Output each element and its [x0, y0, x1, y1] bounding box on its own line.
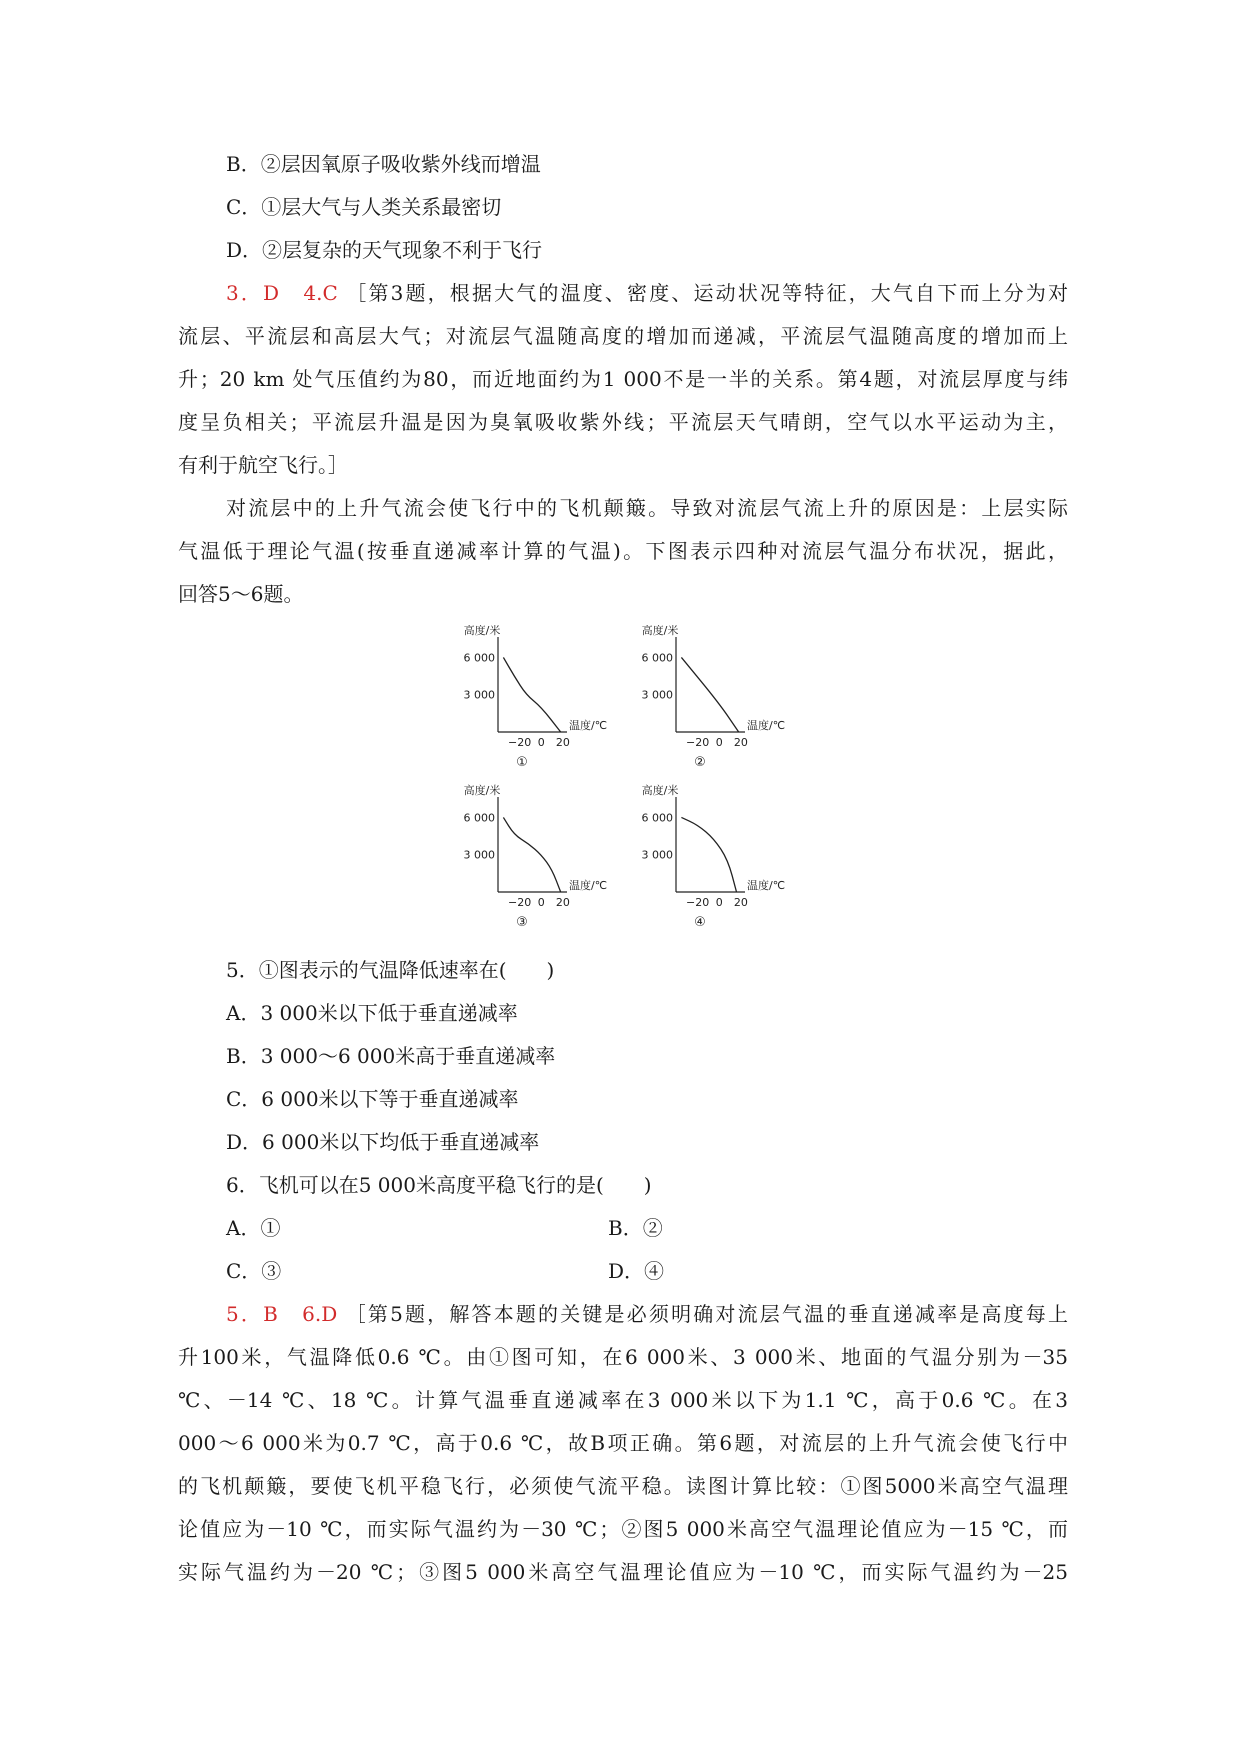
temperature-profile-figure: [440, 625, 840, 945]
y-axis-label: 高度/米: [641, 625, 679, 637]
option-5b: B．3 000～6 000米高于垂直递减率: [226, 1044, 556, 1068]
chart-caption: ③: [516, 915, 528, 930]
chart-1: [464, 625, 608, 770]
x-tick-label: 20: [555, 736, 570, 749]
x-tick-label: 0: [715, 896, 723, 909]
y-tick-label: 6 000: [463, 651, 495, 665]
answer-3-4-line-1: [226, 278, 1068, 308]
chart-caption: ④: [694, 915, 706, 930]
option-6d: D．④: [608, 1259, 665, 1283]
x-tick-label: 20: [733, 896, 748, 909]
option-6a: A．①: [226, 1216, 281, 1240]
option-5d: D．6 000米以下均低于垂直递减率: [226, 1130, 540, 1154]
chart-4: [642, 783, 786, 930]
x-tick-label: 20: [555, 896, 570, 909]
y-tick-label: 6 000: [641, 651, 673, 665]
x-axis-label: 温度/℃: [747, 879, 786, 892]
y-axis-label: 高度/米: [641, 784, 679, 797]
y-tick-label: 3 000: [641, 688, 673, 702]
x-axis-label: 温度/℃: [569, 879, 608, 892]
paragraph-line: 升100米，气温降低0.6 ℃。由①图可知，在6 000米、3 000米、地面的气温分别为－35: [178, 1345, 1068, 1369]
option-6c: C．③: [226, 1259, 282, 1283]
option-2b: B．②层因氧原子吸收紫外线而增温: [226, 152, 541, 176]
intro-paragraph-line: 气温低于理论气温(按垂直递减率计算的气温)。下图表示四种对流层气温分布状况，据此，: [178, 539, 1068, 563]
x-tick-label: 0: [537, 896, 545, 909]
option-5c: C．6 000米以下等于垂直递减率: [226, 1087, 519, 1111]
temperature-curve: [681, 817, 736, 892]
y-tick-label: 6 000: [463, 811, 495, 825]
question-6: 6．飞机可以在5 000米高度平稳飞行的是( ): [226, 1173, 652, 1197]
temperature-curve: [681, 657, 738, 732]
paragraph-line: 000～6 000米为0.7 ℃，高于0.6 ℃，故B项正确。第6题，对流层的上升气流会使飞行中: [178, 1431, 1068, 1455]
paragraph-line: 流层、平流层和高层大气；对流层气温随高度的增加而递减，平流层气温随高度的增加而上: [178, 324, 1068, 348]
paragraph-line: 实际气温约为－20 ℃；③图5 000米高空气温理论值应为－10 ℃，而实际气温约为－25: [178, 1560, 1068, 1584]
temperature-curve: [503, 657, 560, 732]
chart-3: [464, 783, 608, 930]
x-axis-label: 温度/℃: [569, 719, 608, 732]
y-tick-label: 3 000: [463, 848, 495, 862]
answer-key-3-4: 3．D 4.C: [226, 281, 338, 305]
option-5a: A．3 000米以下低于垂直递减率: [226, 1001, 518, 1025]
chart-caption: ①: [516, 755, 528, 770]
y-tick-label: 3 000: [463, 688, 495, 702]
x-tick-label: −20: [686, 896, 710, 909]
x-axis-label: 温度/℃: [747, 719, 786, 732]
chart-caption: ②: [694, 755, 706, 770]
paragraph-line: 有利于航空飞行。］: [178, 453, 348, 477]
y-axis-label: 高度/米: [463, 784, 501, 797]
answer-explanation: ［第5题，解答本题的关键是必须明确对流层气温的垂直递减率是高度每上: [345, 1302, 1068, 1326]
answer-explanation: ［第3题，根据大气的温度、密度、运动状况等特征，大气自下而上分为对: [346, 281, 1068, 305]
paragraph-line: 的飞机颠簸，要使飞机平稳飞行，必须使气流平稳。读图计算比较：①图5000米高空气温理: [178, 1474, 1068, 1498]
y-tick-label: 6 000: [641, 811, 673, 825]
option-2c: C．①层大气与人类关系最密切: [226, 195, 502, 219]
paragraph-line: 论值应为－10 ℃，而实际气温约为－30 ℃；②图5 000米高空气温理论值应为－15 ℃，而: [178, 1517, 1068, 1541]
option-6b: B．②: [608, 1216, 663, 1240]
x-tick-label: −20: [686, 736, 710, 749]
x-tick-label: 0: [715, 736, 723, 749]
option-2d: D．②层复杂的天气现象不利于飞行: [226, 238, 543, 262]
x-tick-label: −20: [508, 896, 532, 909]
question-5: 5．①图表示的气温降低速率在( ): [226, 958, 555, 982]
x-tick-label: −20: [508, 736, 532, 749]
y-tick-label: 3 000: [641, 848, 673, 862]
answer-key-5-6: 5．B 6.D: [226, 1302, 338, 1326]
answer-5-6-line-1: [226, 1299, 1068, 1329]
paragraph-line: ℃、－14 ℃、18 ℃。计算气温垂直递减率在3 000米以下为1.1 ℃，高于0.6 ℃。在3: [178, 1388, 1068, 1412]
intro-paragraph-line: 回答5～6题。: [178, 582, 304, 606]
paragraph-line: 度呈负相关；平流层升温是因为臭氧吸收紫外线；平流层天气晴朗，空气以水平运动为主，: [178, 410, 1068, 434]
temperature-curve: [503, 817, 560, 892]
x-tick-label: 20: [733, 736, 748, 749]
chart-2: [642, 625, 786, 770]
x-tick-label: 0: [537, 736, 545, 749]
y-axis-label: 高度/米: [463, 625, 501, 637]
intro-paragraph-line: 对流层中的上升气流会使飞行中的飞机颠簸。导致对流层气流上升的原因是：上层实际: [226, 496, 1068, 520]
paragraph-line: 升；20 km 处气压值约为80，而近地面约为1 000不是一半的关系。第4题，对流层厚度与纬: [178, 367, 1068, 391]
